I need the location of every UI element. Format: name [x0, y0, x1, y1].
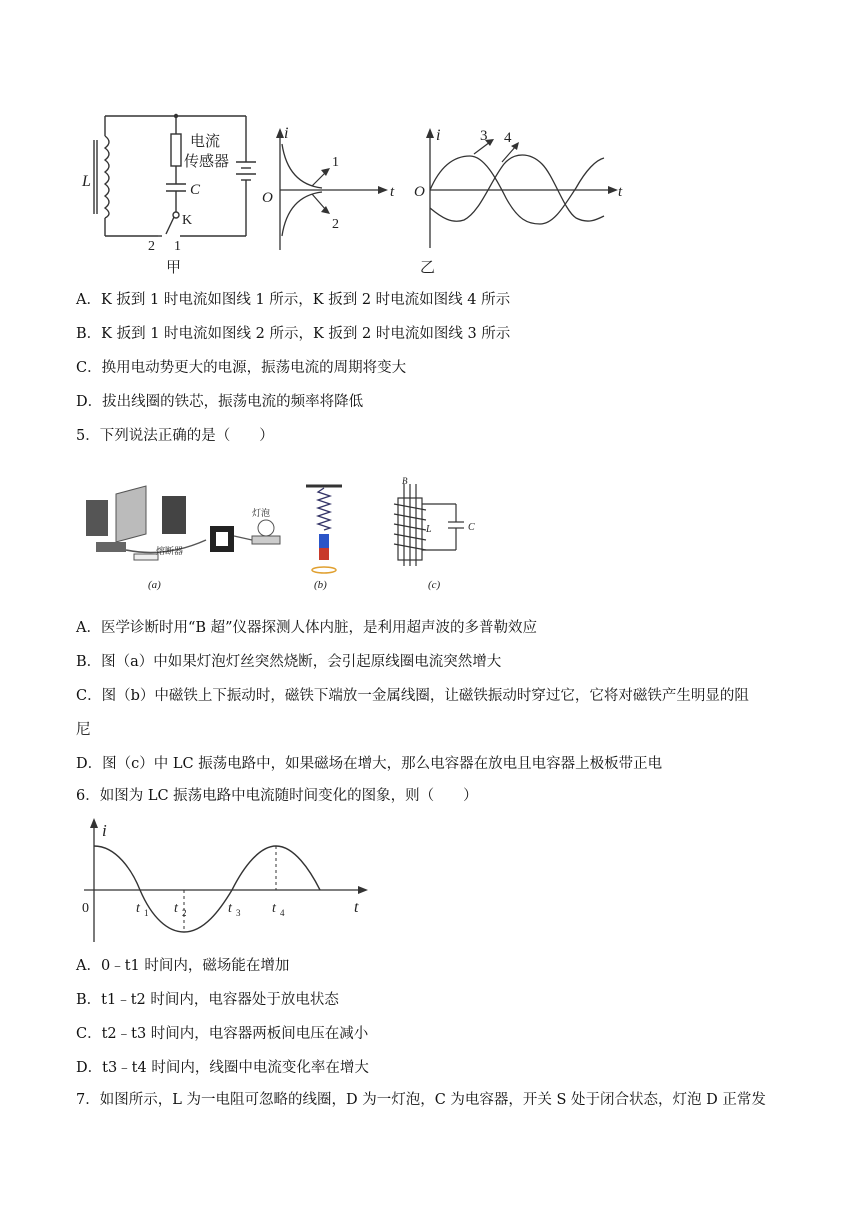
bulb-label: 灯泡 [252, 508, 271, 518]
figure-q5 [76, 470, 556, 600]
q6-current-curve [94, 846, 320, 932]
q4-option-c: C．换用电动势更大的电源，振荡电流的周期将变大 [76, 360, 407, 376]
inductor-label: L [82, 173, 91, 190]
field-b-label: B [402, 476, 408, 486]
figure-q5-b [306, 486, 342, 591]
q6-i-label: i [102, 821, 107, 840]
q6-t2-sub: 2 [182, 908, 187, 918]
switch-label: K [182, 213, 193, 228]
graph-jia-axes [280, 134, 380, 250]
graph-yi-i-label: i [436, 127, 441, 144]
switch-pos-1: 1 [174, 239, 181, 254]
q6-t1-label: t [136, 901, 140, 916]
graph-yi-curve-4 [430, 155, 604, 221]
coil-l-label: L [426, 524, 432, 535]
lc-circuit-diagram [94, 116, 256, 236]
cap-c-label: C [468, 522, 475, 533]
q7-stem: 7．如图所示，L 为一电阻可忽略的线圈，D 为一灯泡，C 为电容器，开关 S 处于闭合状态，灯泡 D 正常发 [76, 1092, 766, 1108]
caption-yi: 乙 [420, 260, 436, 276]
q6-t3-sub: 3 [236, 908, 241, 918]
sensor-label-line2: 传感器 [184, 154, 230, 170]
graph-yi-axes [430, 134, 610, 248]
graph-yi-origin-label: O [414, 184, 425, 200]
graph-yi-curve-3-label: 3 [480, 128, 488, 144]
graph-jia-origin-label: O [262, 190, 273, 206]
graph-jia-curve-2-label: 2 [332, 217, 339, 232]
graph-yi-t-label: t [618, 184, 623, 200]
switch-pos-2: 2 [148, 239, 155, 254]
q6-t3-label: t [228, 901, 232, 916]
figure-top [70, 100, 630, 285]
q5-option-b: B．图（a）中如果灯泡灯丝突然烧断，会引起原线圈电流突然增大 [76, 654, 502, 670]
q6-t4-sub: 4 [280, 908, 285, 918]
q6-t1-sub: 1 [144, 908, 149, 918]
graph-jia-t-label: t [390, 184, 395, 200]
figure-c-label: (c) [428, 579, 441, 591]
q4-option-d: D．拔出线圈的铁芯，振荡电流的频率将降低 [76, 394, 364, 410]
figure-a-label: (a) [148, 579, 161, 591]
q6-t-label: t [354, 899, 359, 916]
graph-jia-curve-1-label: 1 [332, 155, 339, 170]
q5-option-a: A．医学诊断时用“B 超”仪器探测人体内脏，是利用超声波的多普勒效应 [76, 620, 538, 636]
q4-option-a: A．K 扳到 1 时电流如图线 1 所示，K 扳到 2 时电流如图线 4 所示 [76, 292, 511, 308]
q6-t2-label: t [174, 901, 178, 916]
sensor-label-line1: 电流 [190, 134, 221, 150]
q6-stem: 6．如图为 LC 振荡电路中电流随时间变化的图象，则（ ） [76, 788, 478, 804]
breaker-label: 熔断器 [156, 546, 184, 556]
figure-q5-a [86, 486, 280, 591]
q6-option-c: C．t2﹣t3 时间内，电容器两板间电压在减小 [76, 1026, 369, 1042]
q6-option-b: B．t1﹣t2 时间内，电容器处于放电状态 [76, 992, 339, 1008]
q6-t4-label: t [272, 901, 276, 916]
q6-option-d: D．t3﹣t4 时间内，线圈中电流变化率在增大 [76, 1060, 369, 1076]
q6-option-a: A．0﹣t1 时间内，磁场能在增加 [76, 958, 290, 974]
caption-jia: 甲 [166, 260, 182, 276]
graph-yi-curve-4-label: 4 [504, 130, 512, 146]
q6-origin-label: 0 [82, 901, 89, 916]
q5-option-d: D．图（c）中 LC 振荡电路中，如果磁场在增大，那么电容器在放电且电容器上极板带正电 [76, 756, 663, 772]
figure-q6-graph [76, 814, 376, 946]
graph-jia-i-label: i [284, 125, 289, 142]
q4-option-b: B．K 扳到 1 时电流如图线 2 所示，K 扳到 2 时电流如图线 3 所示 [76, 326, 511, 342]
q5-option-c: C．图（b）中磁铁上下振动时，磁铁下端放一金属线圈，让磁铁振动时穿过它，它将对磁铁产生明显的阻 [76, 688, 749, 704]
capacitor-label: C [190, 182, 201, 198]
q5-stem: 5．下列说法正确的是（ ） [76, 428, 274, 444]
figure-b-label: (b) [314, 579, 327, 591]
q5-option-c-wrap: 尼 [76, 722, 91, 738]
